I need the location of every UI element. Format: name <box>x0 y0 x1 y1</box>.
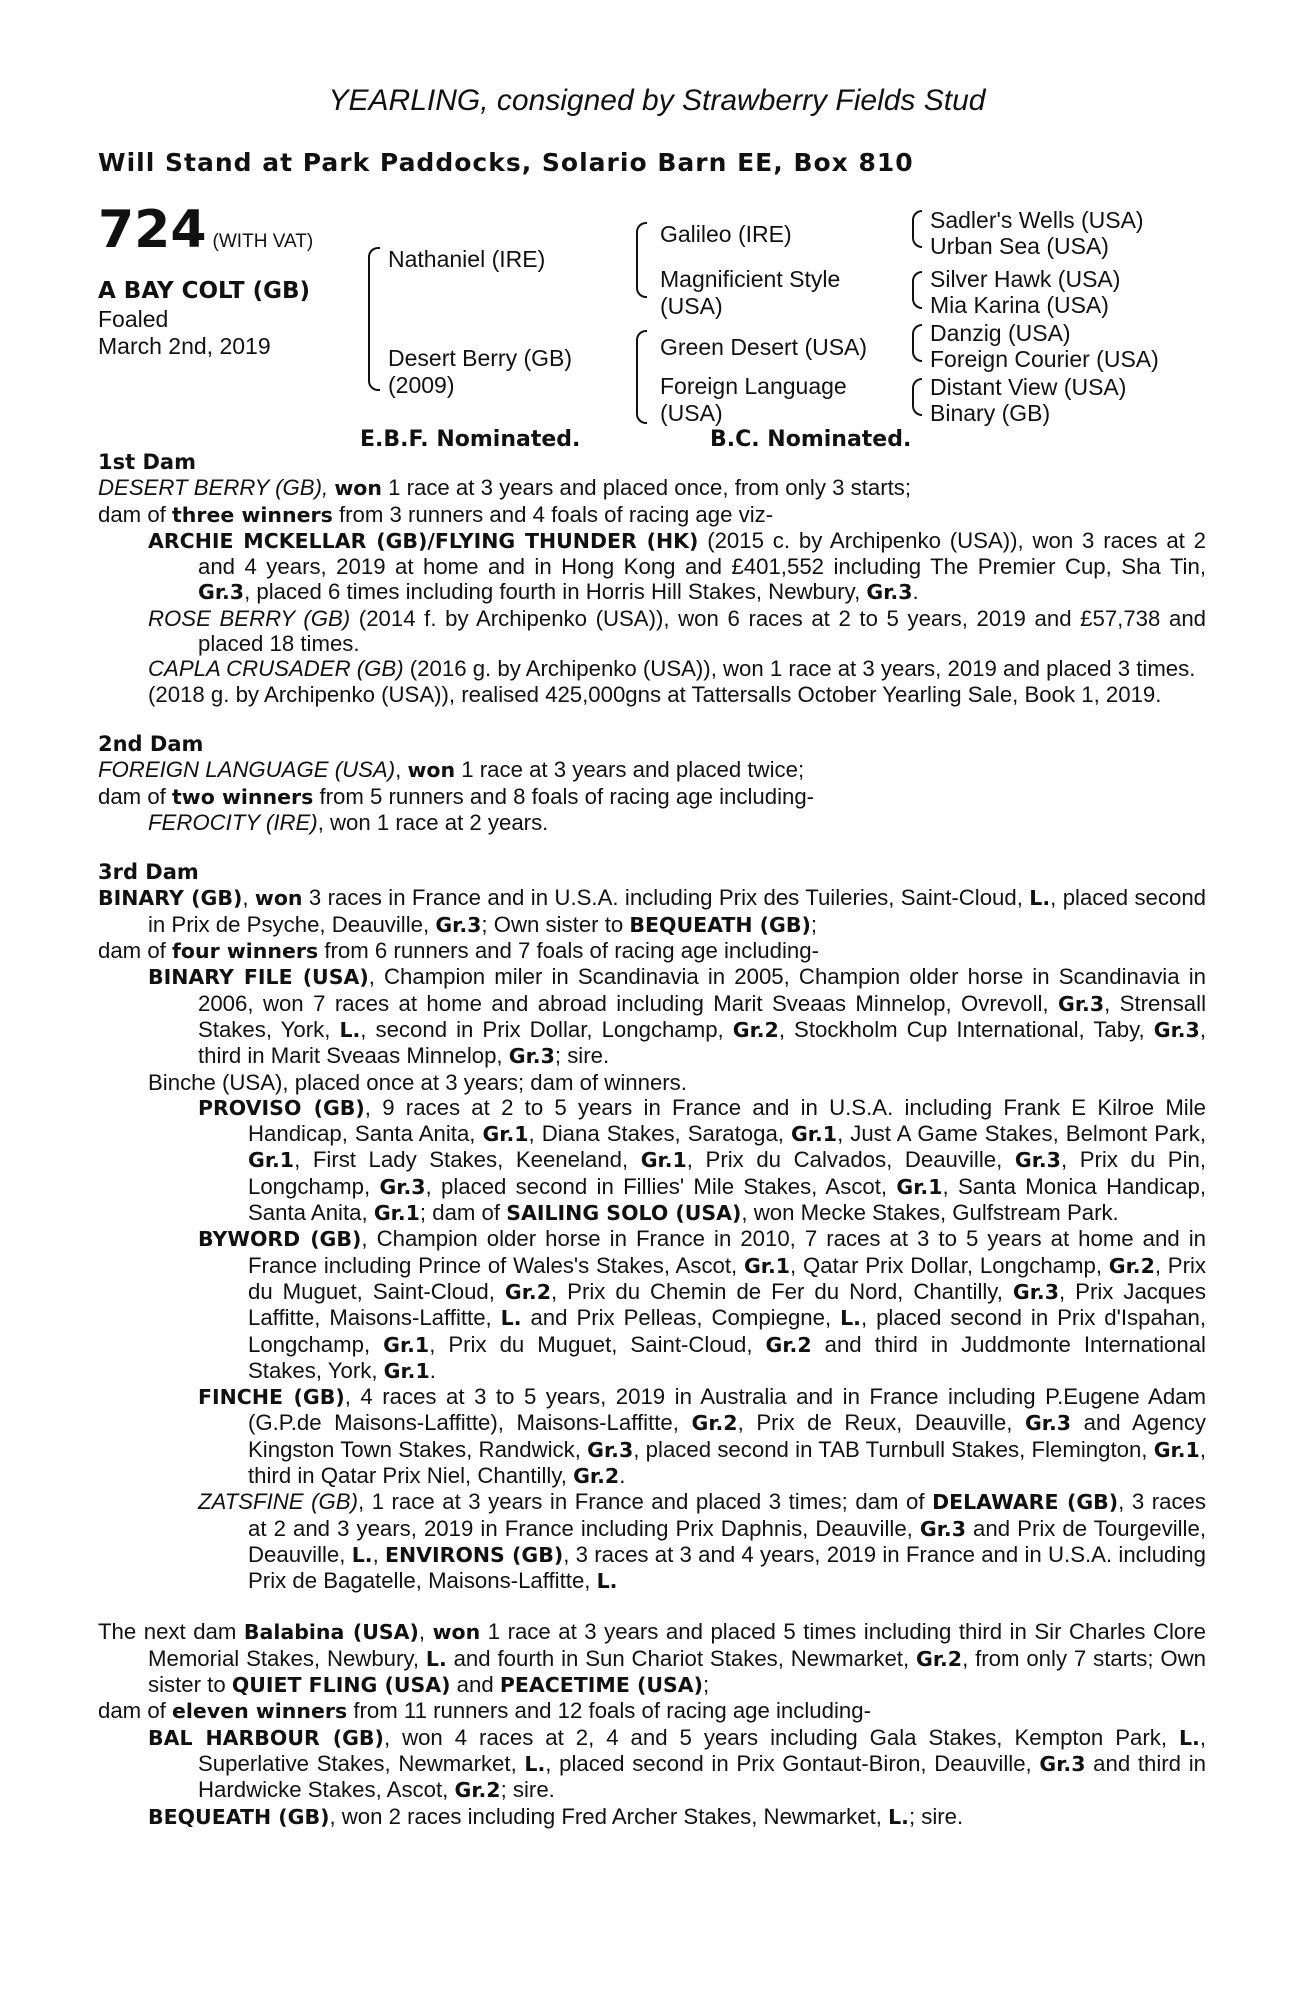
produce-entry: BINARY FILE (USA), Champion miler in Scandinavia in 2005, Champion older horse in Scandinavia in 2006, won 7 races at home and abroad including Marit Sveaas Minnelop, Ovrevoll, Gr.3, Strensall Stakes, York, L., second in Prix Dollar, Longchamp, Gr.2, Stockholm Cup International, Taby, Gr.3, third in Marit Sveaas Minnelop, Gr.3; sire. <box>148 964 1207 1069</box>
produce-entry: Binche (USA), placed once at 3 years; dam of winners. <box>148 1069 687 1095</box>
pedigree-dss: Danzig (USA) <box>930 320 1071 346</box>
pedigree-bracket-sd <box>912 271 922 309</box>
pedigree-dds: Distant View (USA) <box>930 374 1127 400</box>
second-dam-line: FOREIGN LANGUAGE (USA), won 1 race at 3 years and placed twice; <box>98 757 805 783</box>
produce-entry: FEROCITY (IRE), won 1 race at 2 years. <box>148 809 549 835</box>
first-dam-heading: 1st Dam <box>98 450 196 474</box>
third-dam-produce-summary: dam of four winners from 6 runners and 7 foals of racing age including- <box>98 938 819 964</box>
stand-location: Will Stand at Park Paddocks, Solario Barn EE, Box 810 <box>98 148 914 177</box>
produce-entry: (2018 g. by Archipenko (USA)), realised 425,000gns at Tattersalls October Yearling Sale, Book 1, 2019. <box>148 681 1162 707</box>
pedigree-ssd: Urban Sea (USA) <box>930 233 1109 259</box>
bc-nomination: B.C. Nominated. <box>710 427 912 452</box>
produce-entry: ZATSFINE (GB), 1 race at 3 years in France and placed 3 times; dam of DELAWARE (GB), 3 races at 2 and 3 years, 2019 in France including Prix Daphnis, Deauville, Gr.3 and Prix de Tourgeville, Deauville, L., ENVIRONS (GB), 3 races at 3 and 4 years, 2019 in France and in U.S.A. including Prix de Bagatelle, Maisons-Laffitte, L. <box>198 1489 1206 1594</box>
third-dam-heading: 3rd Dam <box>98 860 199 885</box>
lot-number: 724 <box>98 200 207 260</box>
pedigree-dam-sire: Green Desert (USA) <box>660 334 868 360</box>
produce-entry: PROVISO (GB), 9 races at 2 to 5 years in France and in U.S.A. including Frank E Kilroe Mile Handicap, Santa Anita, Gr.1, Diana Stakes, Saratoga, Gr.1, Just A Game Stakes, Belmont Park, Gr.1, First Lady Stakes, Keeneland, Gr.1, Prix du Calvados, Deauville, Gr.3, Prix du Pin, Longchamp, Gr.3, placed second in Fillies' Mile Stakes, Ascot, Gr.1, Santa Monica Handicap, Santa Anita, Gr.1; dam of SAILING SOLO (USA), won Mecke Stakes, Gulfstream Park. <box>198 1094 1207 1226</box>
produce-entry: BEQUEATH (GB), won 2 races including Fred Archer Stakes, Newmarket, L.; sire. <box>148 1803 964 1829</box>
pedigree-sire-sire: Galileo (IRE) <box>660 221 792 247</box>
pedigree-sire-dam-line2: (USA) <box>660 293 723 319</box>
pedigree-sire: Nathaniel (IRE) <box>388 246 546 272</box>
third-dam-line: BINARY (GB), won 3 races in France and in U.S.A. including Prix des Tuileries, Saint-Cloud, L., placed second in Prix de Psyche, Deauville, Gr.3; Own sister to BEQUEATH (GB); <box>98 885 1206 937</box>
pedigree-bracket-gen1 <box>368 247 380 391</box>
pedigree-ddd: Binary (GB) <box>930 400 1051 426</box>
ebf-nomination: E.B.F. Nominated. <box>360 427 581 452</box>
vat-label: (WITH VAT) <box>212 231 314 252</box>
second-dam-heading: 2nd Dam <box>98 731 204 756</box>
lot-header <box>98 200 313 260</box>
first-dam-line: DESERT BERRY (GB), won 1 race at 3 years and placed once, from only 3 starts; <box>98 475 912 501</box>
second-dam-produce-summary: dam of two winners from 5 runners and 8 foals of racing age including- <box>98 783 815 809</box>
pedigree-dam-dam-line1: Foreign Language <box>660 373 847 399</box>
pedigree-bracket-ss <box>912 210 922 248</box>
pedigree-bracket-sire <box>636 222 647 298</box>
pedigree-sds: Silver Hawk (USA) <box>930 266 1121 292</box>
pedigree-sire-dam-line1: Magnificient Style <box>660 266 841 292</box>
produce-entry: FINCHE (GB), 4 races at 3 to 5 years, 2019 in Australia and in France including P.Eugene Adam (G.P.de Maisons-Laffitte), Maisons-Laffitte, Gr.2, Prix de Reux, Deauville, Gr.3 and Agency Kingston Town Stakes, Randwick, Gr.3, placed second in TAB Turnbull Stakes, Flemington, Gr.1, third in Qatar Prix Niel, Chantilly, Gr.2. <box>198 1384 1207 1488</box>
produce-entry: CAPLA CRUSADER (GB) (2016 g. by Archipenko (USA)), won 1 race at 3 years, 2019 and placed 3 times. <box>148 656 1196 682</box>
pedigree-bracket-dd <box>912 378 922 416</box>
pedigree-sdd: Mia Karina (USA) <box>930 292 1109 318</box>
foaled-info <box>98 306 271 360</box>
next-dam-line: The next dam Balabina (USA), won 1 race at 3 years and placed 5 times including third in Sir Charles Clore Memorial Stakes, Newbury, L. and fourth in Sun Chariot Stakes, Newmarket, Gr.2, from only 7 starts; Own sister to QUIET FLING (USA) and PEACETIME (USA); <box>98 1619 1206 1698</box>
produce-entry: ROSE BERRY (GB) (2014 f. by Archipenko (USA)), won 6 races at 2 to 5 years, 2019 and £57,738 and placed 18 times. <box>148 605 1206 657</box>
consignment-line: YEARLING, consigned by Strawberry Fields Stud <box>328 84 986 117</box>
produce-entry: BAL HARBOUR (GB), won 4 races at 2, 4 and 5 years including Gala Stakes, Kempton Park, L., Superlative Stakes, Newmarket, L., placed second in Prix Gontaut-Biron, Deauville, Gr.3 and third in Hardwicke Stakes, Ascot, Gr.2; sire. <box>148 1724 1207 1803</box>
pedigree-dam: Desert Berry (GB) <box>388 345 573 371</box>
pedigree-bracket-dam <box>636 330 647 424</box>
lot-description: A BAY COLT (GB) <box>98 278 311 304</box>
produce-record <box>98 450 1206 1830</box>
pedigree-dam-year: (2009) <box>388 372 455 398</box>
first-dam-produce-summary: dam of three winners from 3 runners and 4 foals of racing age viz- <box>98 501 774 527</box>
produce-entry: BYWORD (GB), Champion older horse in France in 2010, 7 races at 3 to 5 years at home and in France including Prince of Wales's Stakes, Ascot, Gr.1, Qatar Prix Dollar, Longchamp, Gr.2, Prix du Muguet, Saint-Cloud, Gr.2, Prix du Chemin de Fer du Nord, Chantilly, Gr.3, Prix Jacques Laffitte, Maisons-Laffitte, L. and Prix Pelleas, Compiegne, L., placed second in Prix d'Ispahan, Longchamp, Gr.1, Prix du Muguet, Saint-Cloud, Gr.2 and third in Juddmonte International Stakes, York, Gr.1. <box>198 1226 1206 1383</box>
pedigree-bracket-ds <box>912 324 922 362</box>
pedigree-dsd: Foreign Courier (USA) <box>930 346 1159 372</box>
pedigree-dam-dam-line2: (USA) <box>660 400 723 426</box>
produce-entry: ARCHIE MCKELLAR (GB)/FLYING THUNDER (HK) (2015 c. by Archipenko (USA)), won 3 races at 2 and 4 years, 2019 at home and in Hong Kong and £401,552 including The Premier Cup, Sha Tin, Gr.3, placed 6 times including fourth in Horris Hill Stakes, Newbury, Gr.3. <box>148 527 1206 605</box>
pedigree-sss: Sadler's Wells (USA) <box>930 207 1144 233</box>
foaled-label: Foaled <box>98 306 169 332</box>
foaled-date: March 2nd, 2019 <box>98 333 271 359</box>
next-dam-produce-summary: dam of eleven winners from 11 runners and 12 foals of racing age including- <box>98 1698 871 1724</box>
